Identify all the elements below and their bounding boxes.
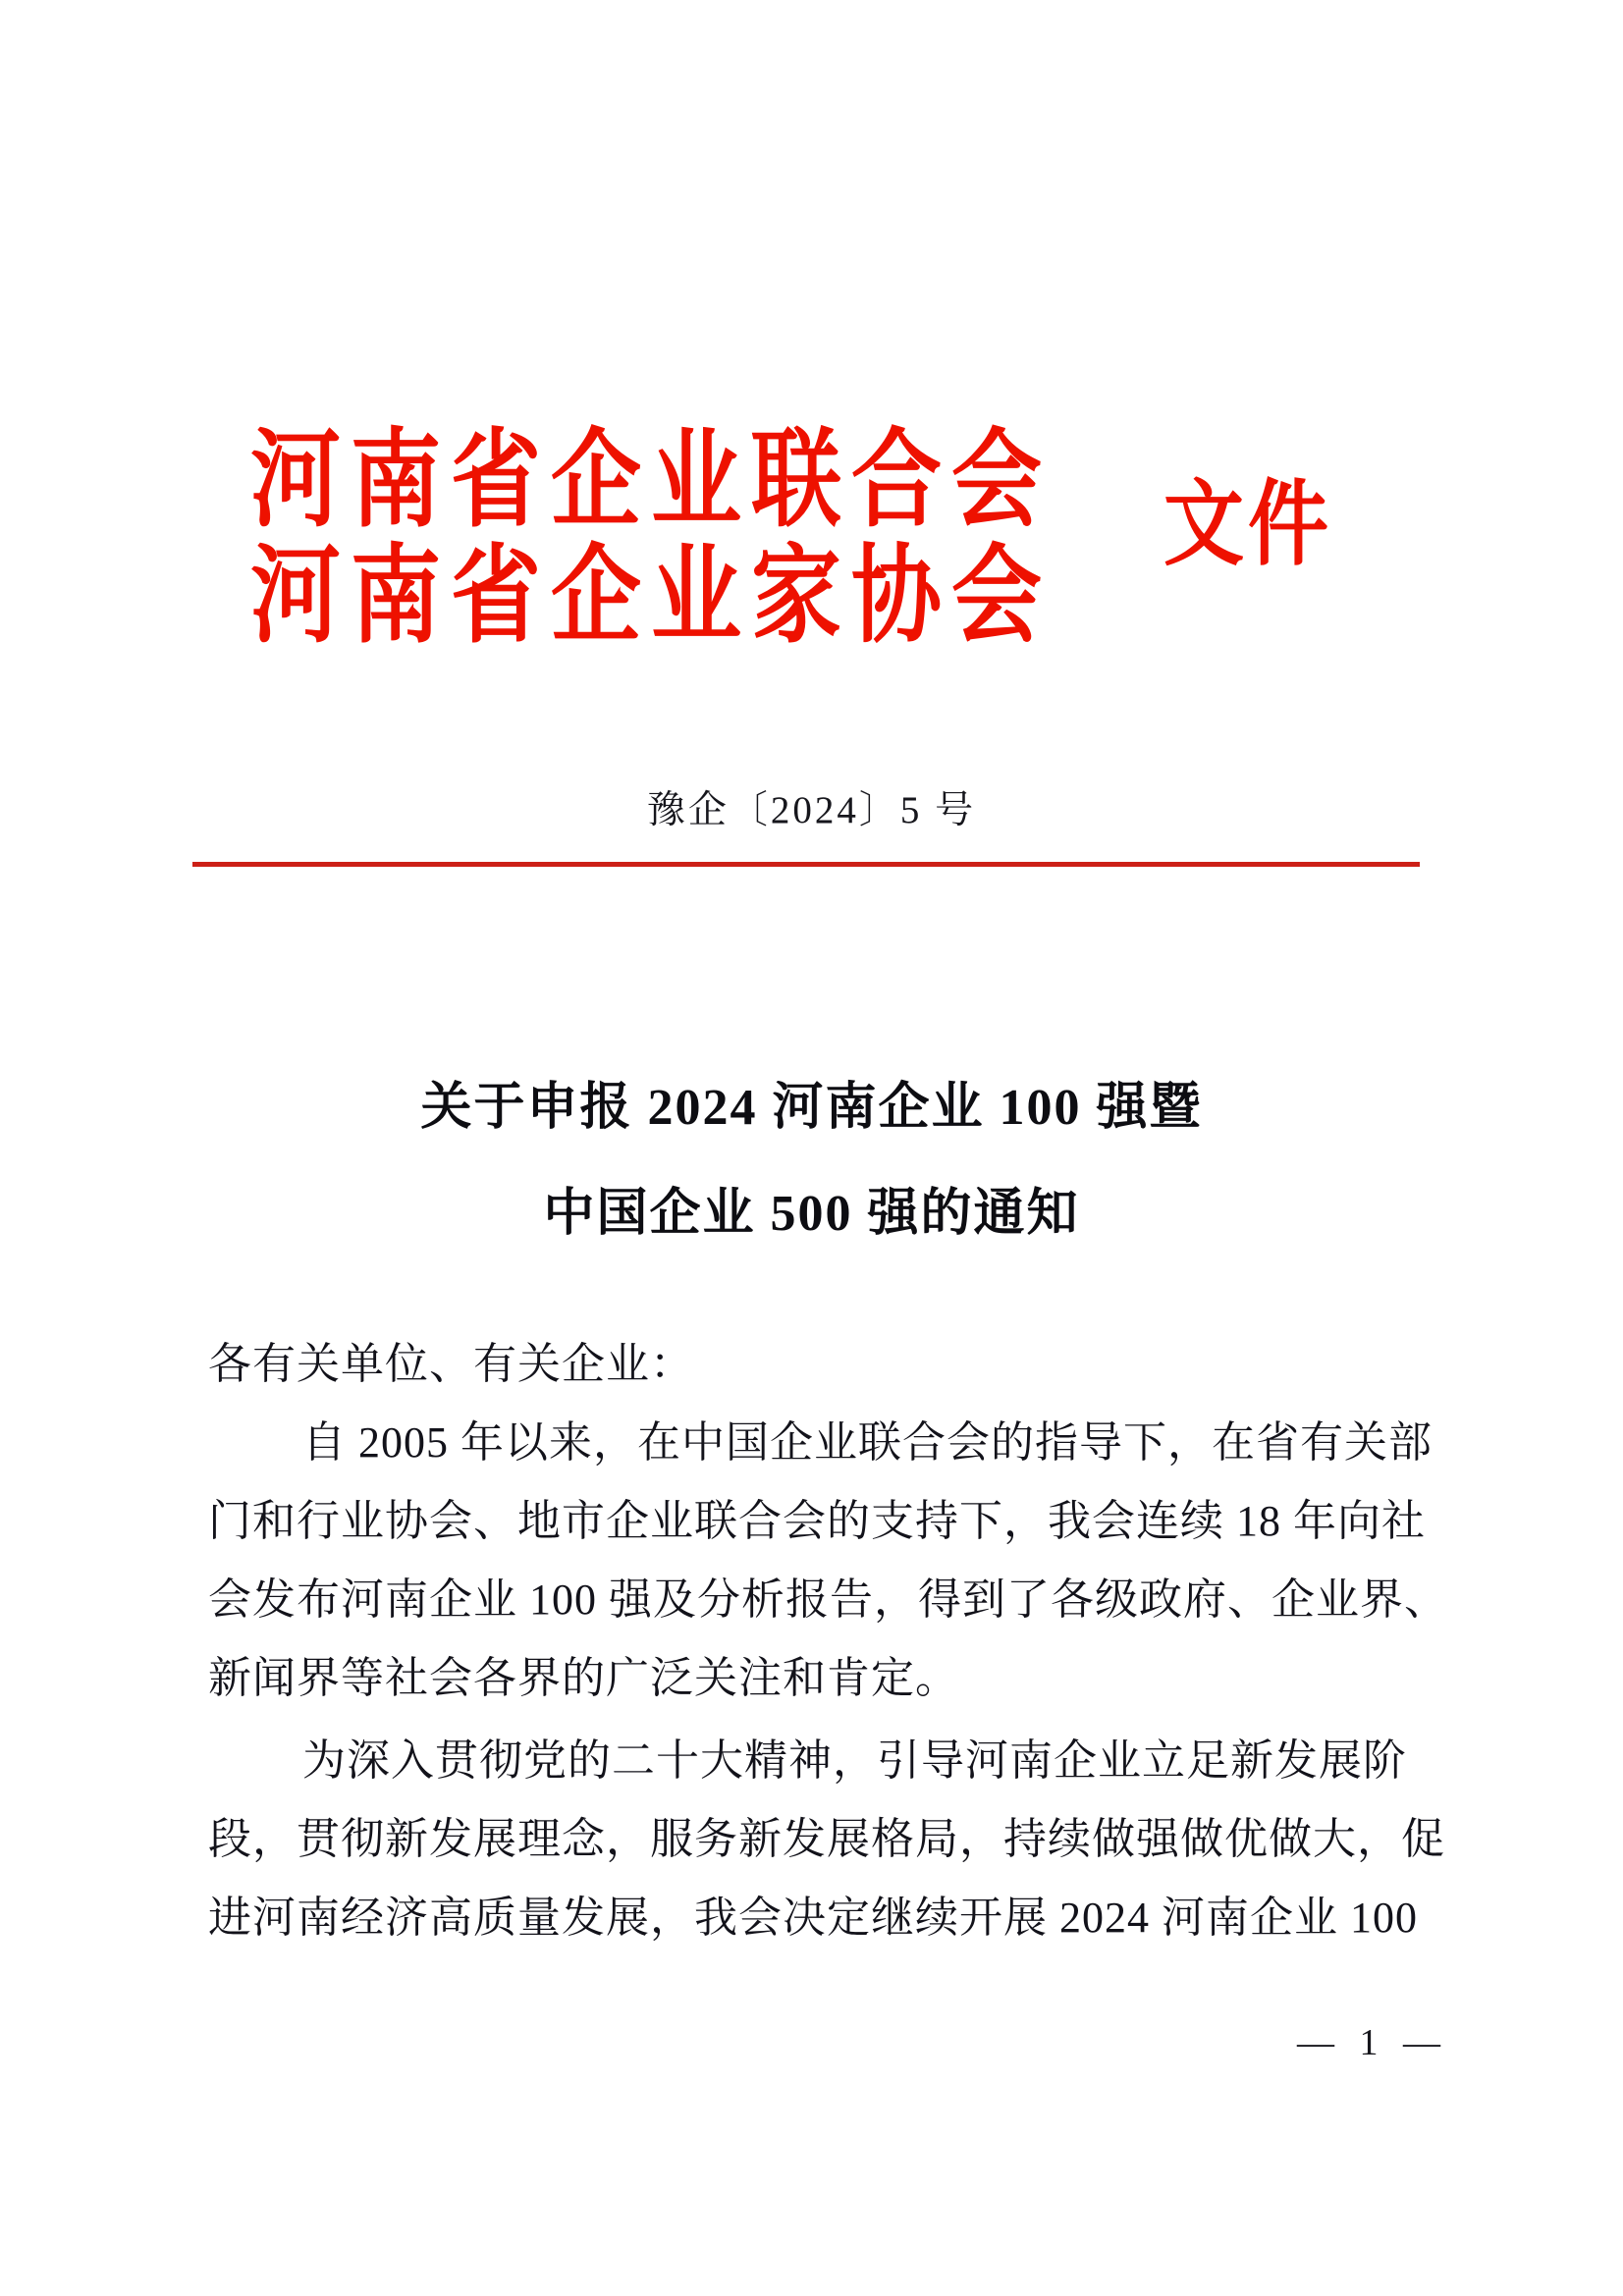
masthead (0, 412, 1623, 658)
document-title-line-2: 中国企业 500 强的通知 (543, 1186, 1080, 1242)
paragraph-1-line-2: 门和行业协会、地市企业联合会的支持下，我会连续 18 年向社 (208, 1497, 1426, 1545)
masthead-divider-rule (192, 862, 1420, 867)
paragraph-2-line-3: 进河南经济高质量发展，我会决定继续开展 2024 河南企业 100 (208, 1894, 1418, 1942)
masthead-organization-names (250, 412, 1173, 656)
document-title (0, 1055, 1623, 1267)
document-body (208, 1325, 1448, 1957)
paragraph-2-line-2: 段，贯彻新发展理念，服务新发展格局，持续做强做优做大，促 (208, 1815, 1445, 1863)
paragraph-2-line-1: 为深入贯彻党的二十大精神，引导河南企业立足新发展阶 (302, 1736, 1407, 1785)
document-title-line-1: 关于申报 2024 河南企业 100 强暨 (420, 1080, 1203, 1136)
paragraph-1-line-4: 新闻界等社会各界的广泛关注和肯定。 (208, 1654, 959, 1702)
paragraph-1-line-3: 会发布河南企业 100 强及分析报告，得到了各级政府、企业界、 (208, 1575, 1448, 1624)
masthead-doc-type-label: 文件 (1163, 473, 1333, 577)
document-number: 豫企〔2024〕5 号 (646, 789, 977, 831)
paragraph-1-line-1: 自 2005 年以来，在中国企业联合会的指导下，在省有关部 (302, 1418, 1433, 1467)
salutation: 各有关单位、有关企业： (208, 1340, 694, 1388)
masthead-org-line-2: 河南省企业家协会 (250, 537, 1053, 656)
page-number: — 1 — (1297, 2022, 1448, 2063)
masthead-org-line-1: 河南省企业联合会 (250, 421, 1053, 540)
